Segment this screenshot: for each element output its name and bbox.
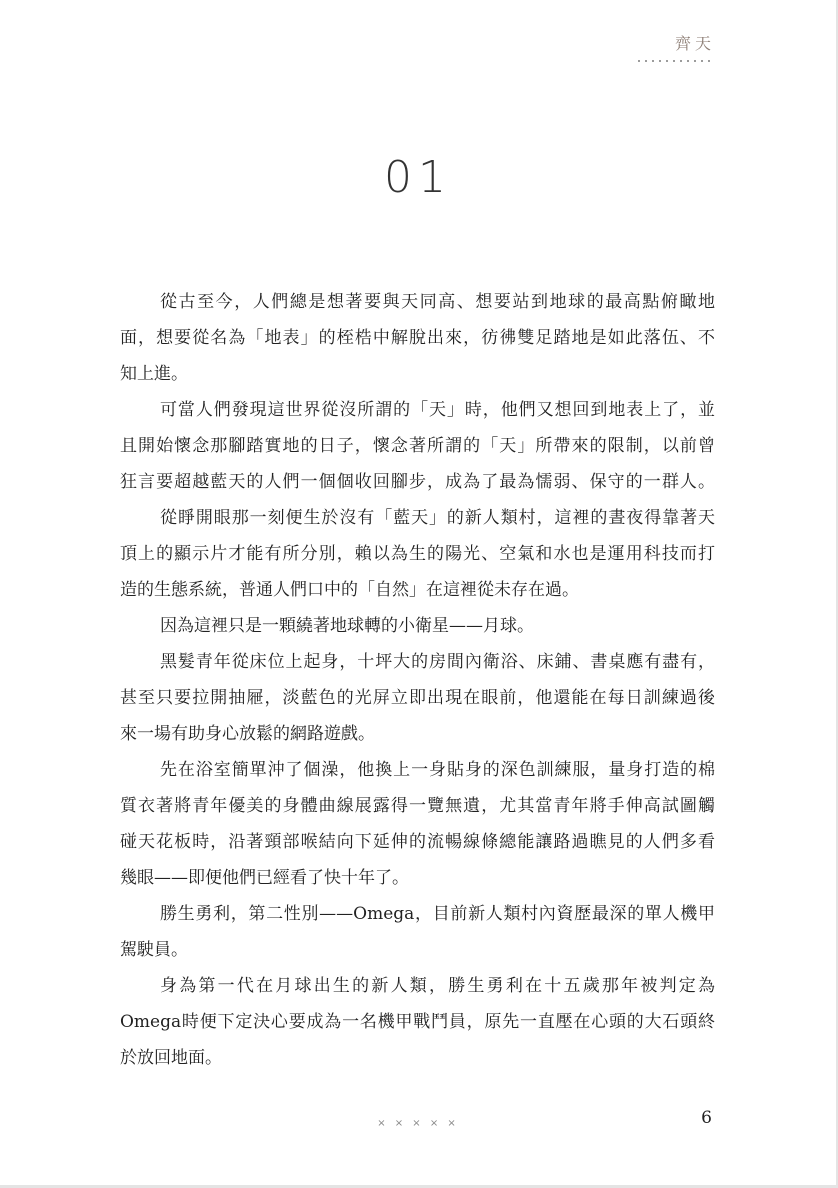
text-line: 從古至今，人們總是想著要與天同高、想要站到地球的最高點俯瞰地 [160,292,715,312]
text-line: 駕駛員。 [120,940,188,960]
text-line: 造的生態系統，普通人們口中的「自然」在這裡從未存在過。 [120,580,579,600]
text-line: 勝生勇利，第二性別——Omega，目前新人類村內資歷最深的單人機甲 [160,904,715,924]
text-line: 可當人們發現這世界從沒所謂的「天」時，他們又想回到地表上了，並 [160,400,715,420]
paragraph [120,968,715,1076]
paragraph [120,284,715,392]
text-line: 黑髮青年從床位上起身，十坪大的房間內衛浴、床鋪、書桌應有盡有， [160,652,715,672]
paragraph [120,500,715,608]
text-line: 面，想要從名為「地表」的桎梏中解脫出來，彷彿雙足踏地是如此落伍、不 [120,328,715,348]
text-line: 幾眼——即便他們已經看了快十年了。 [120,868,409,888]
text-line: 因為這裡只是一顆繞著地球轉的小衛星——月球。 [160,616,534,636]
footer-ornament: × × × × × [377,1118,459,1129]
text-line: 知上進。 [120,364,188,384]
paragraph [120,644,715,752]
text-line: 質衣著將青年優美的身體曲線展露得一覽無遺，尤其當青年將手伸高試圖觸 [120,796,715,816]
paragraph [120,896,715,968]
text-line: 身為第一代在月球出生的新人類，勝生勇利在十五歲那年被判定為 [160,976,715,996]
text-line: 頂上的顯示片才能有所分別，賴以為生的陽光、空氣和水也是運用科技而打 [120,544,715,564]
body-text [120,284,715,1076]
paragraph [120,752,715,896]
text-line: 狂言要超越藍天的人們一個個收回腳步，成為了最為懦弱、保守的一群人。 [120,472,715,492]
paragraph [120,608,715,644]
text-line: 甚至只要拉開抽屜，淡藍色的光屏立即出現在眼前，他還能在每日訓練過後 [120,688,715,708]
paragraph [120,392,715,500]
chapter-number: 01 [384,152,452,203]
text-line: 從睜開眼那一刻便生於沒有「藍天」的新人類村，這裡的晝夜得靠著天 [160,508,715,528]
header-dotted-divider [638,60,715,62]
page-number: 6 [701,1108,712,1128]
text-line: 且開始懷念那腳踏實地的日子，懷念著所謂的「天」所帶來的限制，以前曾 [120,436,715,456]
text-line: 於放回地面。 [120,1048,222,1068]
running-header-title: 齊天 [675,34,716,53]
text-line: 來一場有助身心放鬆的網路遊戲。 [120,724,375,744]
text-line: 先在浴室簡單沖了個澡，他換上一身貼身的深色訓練服，量身打造的棉 [160,760,715,780]
text-line: Omega時便下定決心要成為一名機甲戰鬥員，原先一直壓在心頭的大石頭終 [120,1012,715,1032]
text-line: 碰天花板時，沿著頸部喉結向下延伸的流暢線條總能讓路過瞧見的人們多看 [120,832,715,852]
